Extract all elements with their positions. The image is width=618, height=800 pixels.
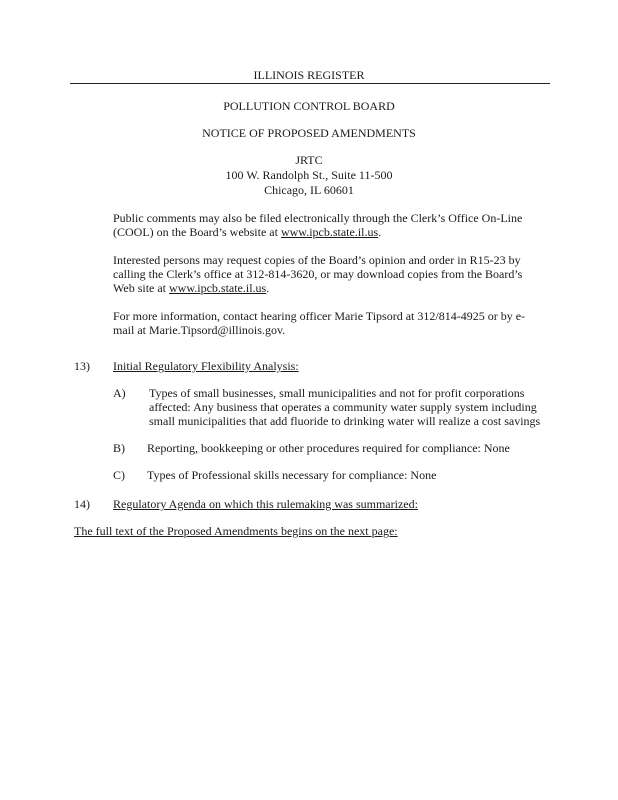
item-a-line-2: affected: Any business that operates a community water supply system including [149,400,537,414]
paragraph-2-line-2: calling the Clerk’s office at 312-814-3620, or may download copies from the Board’s [113,267,523,281]
item-a-line-1: Types of small businesses, small municipalities and not for profit corporations [149,386,525,400]
paragraph-3-line-1: For more information, contact hearing officer Marie Tipsord at 312/814-4925 or by e- [113,309,526,323]
notice-title: NOTICE OF PROPOSED AMENDMENTS [202,126,416,140]
register-title: ILLINOIS REGISTER [253,68,365,82]
section-13-number: 13) [74,359,90,373]
item-b-line-1: Reporting, bookkeeping or other procedures required for compliance: None [147,441,510,455]
section-14-number: 14) [74,497,90,511]
item-a-line-3: small municipalities that add fluoride to drinking water will realize a cost savings [149,414,541,428]
paragraph-3-line-2: mail at Marie.Tipsord@illinois.gov. [113,323,286,337]
section-14-title: Regulatory Agenda on which this rulemaking was summarized: [113,497,418,511]
paragraph-1-line-2: (COOL) on the Board’s website at www.ipcb.state.il.us. [113,225,382,239]
item-c-line-1: Types of Professional skills necessary for compliance: None [147,468,437,482]
section-13-title: Initial Regulatory Flexibility Analysis: [113,359,299,373]
paragraph-1-line-1: Public comments may also be filed electronically through the Clerk’s Office On-Line [113,211,523,225]
paragraph-2-line-1: Interested persons may request copies of the Board’s opinion and order in R15-23 by [113,253,521,267]
address-line-2: 100 W. Randolph St., Suite 11-500 [225,168,393,182]
paragraph-2-line-3: Web site at www.ipcb.state.il.us. [113,281,270,295]
board-website-link-2[interactable]: www.ipcb.state.il.us [169,281,267,295]
item-b-label: B) [113,441,125,455]
board-website-link-1[interactable]: www.ipcb.state.il.us [280,225,379,239]
item-c-label: C) [113,468,125,482]
full-text-notice: The full text of the Proposed Amendments begins on the next page: [74,524,398,538]
item-a-label: A) [113,386,126,400]
header-rule [70,83,550,84]
agency-title: POLLUTION CONTROL BOARD [223,99,395,113]
address-line-3: Chicago, IL 60601 [264,183,354,197]
address-line-1: JRTC [295,153,323,167]
